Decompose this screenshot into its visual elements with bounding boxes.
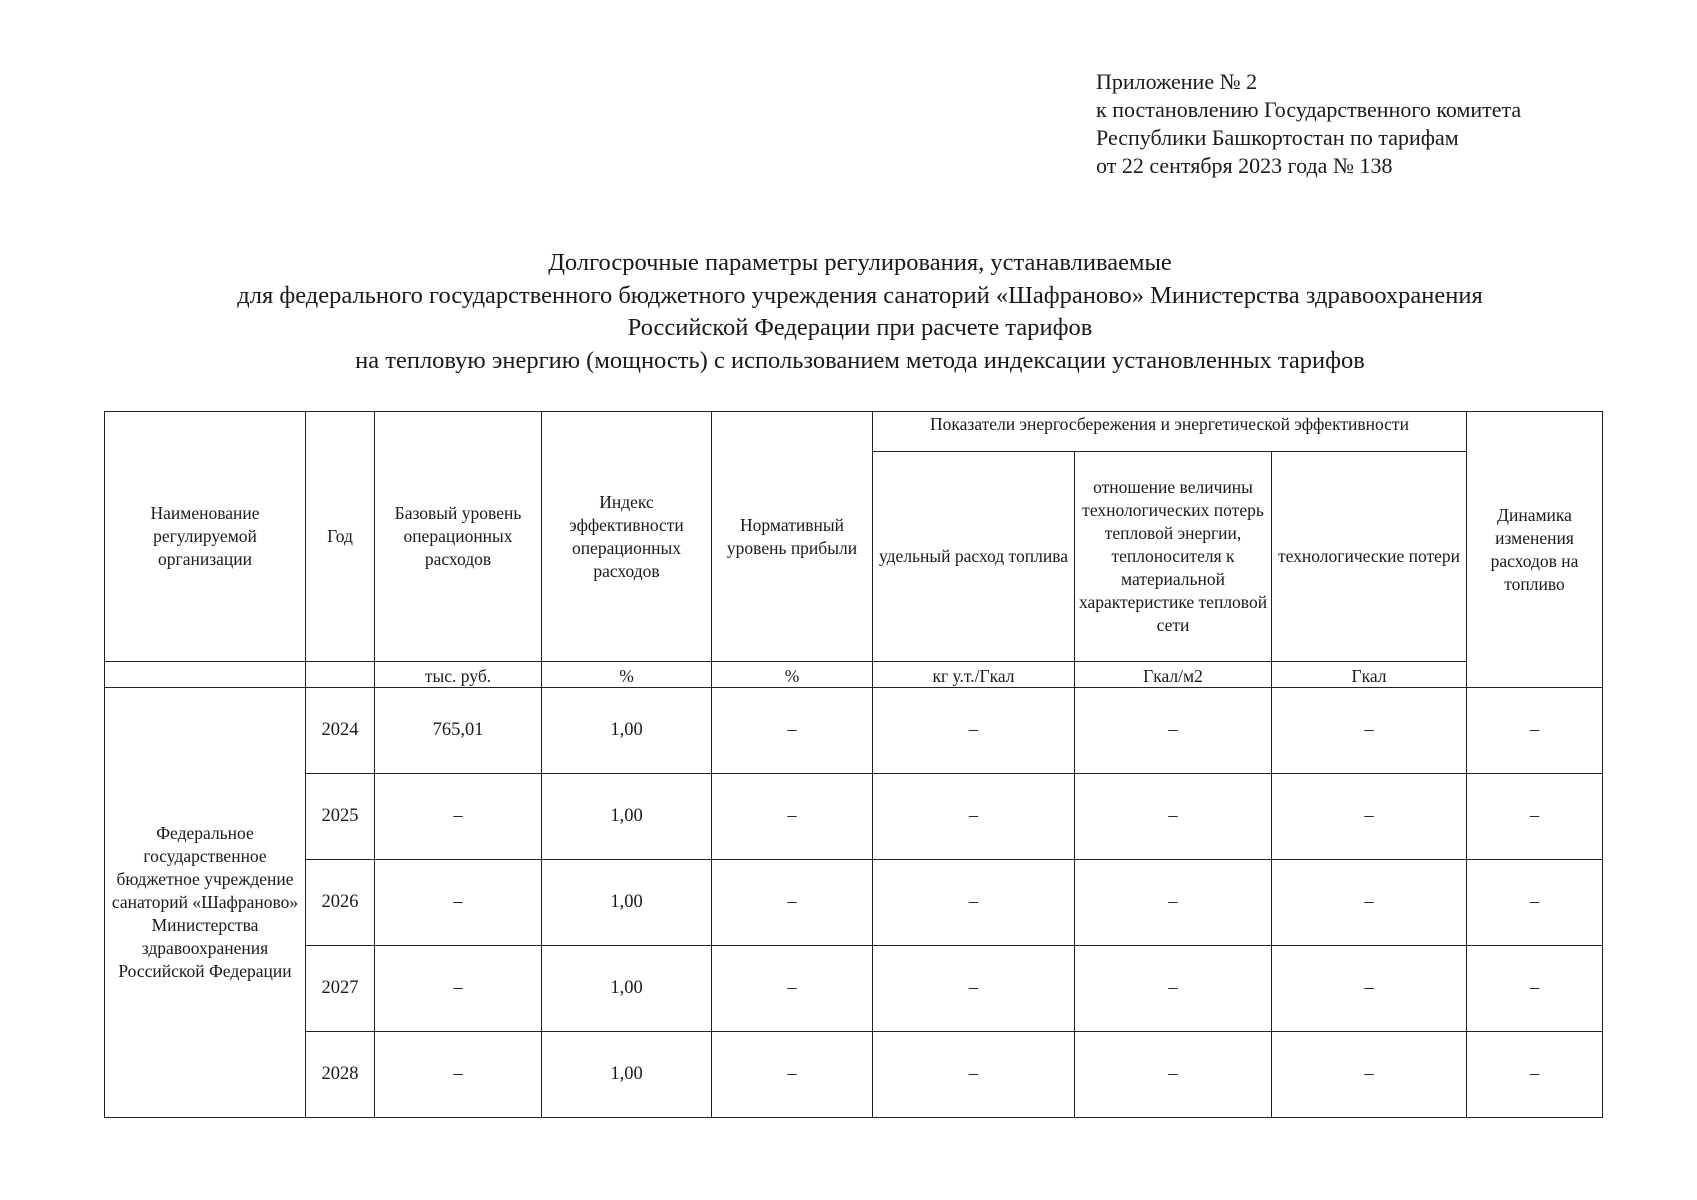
header-loss-ratio: отношение величины технологических потерь тепловой энергии, теплоносителя к материальной характеристике тепловой сети xyxy=(1075,452,1272,662)
cell-fuel-rate: – xyxy=(873,688,1075,774)
cell-year: 2025 xyxy=(306,774,375,860)
header-efficiency-index: Индекс эффективности операционных расходов xyxy=(542,412,712,662)
cell-base-level: 765,01 xyxy=(375,688,542,774)
appendix-line: от 22 сентября 2023 года № 138 xyxy=(1096,153,1393,178)
cell-profit-level: – xyxy=(712,688,873,774)
cell-base-level: – xyxy=(375,946,542,1032)
appendix-line: к постановлению Государственного комитета xyxy=(1096,97,1522,122)
cell-fuel-dynamics: – xyxy=(1467,946,1603,1032)
units-row xyxy=(105,662,1603,688)
cell-profit-level: – xyxy=(712,1032,873,1118)
cell-year: 2026 xyxy=(306,860,375,946)
cell-efficiency-index: 1,00 xyxy=(542,688,712,774)
table-row xyxy=(105,774,1603,860)
cell-fuel-dynamics: – xyxy=(1467,1032,1603,1118)
appendix-line: Приложение № 2 xyxy=(1096,69,1258,94)
table-row xyxy=(105,860,1603,946)
cell-fuel-rate: – xyxy=(873,860,1075,946)
unit-profit-level: % xyxy=(712,662,873,688)
table-row xyxy=(105,1032,1603,1118)
cell-fuel-dynamics: – xyxy=(1467,860,1603,946)
cell-tech-losses: – xyxy=(1272,774,1467,860)
table-row xyxy=(105,688,1603,774)
unit-tech-losses: Гкал xyxy=(1272,662,1467,688)
header-tech-losses: технологические потери xyxy=(1272,452,1467,662)
organization-name: Федеральное государственное бюджетное учреждение санаторий «Шафраново» Министерства здравоохранения Российской Федерации xyxy=(105,688,306,1118)
cell-base-level: – xyxy=(375,1032,542,1118)
cell-loss-ratio: – xyxy=(1075,774,1272,860)
parameters-table xyxy=(104,411,1603,1118)
cell-base-level: – xyxy=(375,860,542,946)
cell-fuel-rate: – xyxy=(873,946,1075,1032)
cell-tech-losses: – xyxy=(1272,688,1467,774)
cell-loss-ratio: – xyxy=(1075,860,1272,946)
unit-loss-ratio: Гкал/м2 xyxy=(1075,662,1272,688)
unit-empty xyxy=(306,662,375,688)
cell-base-level: – xyxy=(375,774,542,860)
cell-profit-level: – xyxy=(712,946,873,1032)
title-line: на тепловую энергию (мощность) с использованием метода индексации установленных тарифов xyxy=(355,346,1365,374)
cell-year: 2027 xyxy=(306,946,375,1032)
unit-base-level: тыс. руб. xyxy=(375,662,542,688)
cell-efficiency-index: 1,00 xyxy=(542,860,712,946)
title-line: для федерального государственного бюджетного учреждения санаторий «Шафраново» Министерства здравоохранения xyxy=(237,281,1483,309)
cell-profit-level: – xyxy=(712,774,873,860)
header-energy-group: Показатели энергосбережения и энергетической эффективности xyxy=(873,412,1467,452)
cell-loss-ratio: – xyxy=(1075,1032,1272,1118)
unit-fuel-rate: кг у.т./Гкал xyxy=(873,662,1075,688)
cell-loss-ratio: – xyxy=(1075,946,1272,1032)
title-line: Российской Федерации при расчете тарифов xyxy=(627,314,1093,341)
header-fuel-rate: удельный расход топлива xyxy=(873,452,1075,662)
header-row xyxy=(105,412,1603,452)
header-base-level: Базовый уровень операционных расходов xyxy=(375,412,542,662)
cell-year: 2024 xyxy=(306,688,375,774)
header-profit-level: Нормативный уровень прибыли xyxy=(712,412,873,662)
cell-loss-ratio: – xyxy=(1075,688,1272,774)
unit-efficiency-index: % xyxy=(542,662,712,688)
table-row xyxy=(105,946,1603,1032)
cell-fuel-dynamics: – xyxy=(1467,774,1603,860)
cell-fuel-rate: – xyxy=(873,1032,1075,1118)
document-title xyxy=(100,247,1620,377)
cell-tech-losses: – xyxy=(1272,946,1467,1032)
appendix-block xyxy=(1096,68,1521,180)
title-line: Долгосрочные параметры регулирования, устанавливаемые xyxy=(548,249,1172,276)
appendix-line: Республики Башкортостан по тарифам xyxy=(1096,125,1459,150)
cell-fuel-rate: – xyxy=(873,774,1075,860)
cell-profit-level: – xyxy=(712,860,873,946)
cell-efficiency-index: 1,00 xyxy=(542,1032,712,1118)
header-org: Наименование регулируемой организации xyxy=(105,412,306,662)
cell-year: 2028 xyxy=(306,1032,375,1118)
cell-fuel-dynamics: – xyxy=(1467,688,1603,774)
header-fuel-dynamics: Динамика изменения расходов на топливо xyxy=(1467,412,1603,688)
unit-empty xyxy=(105,662,306,688)
cell-tech-losses: – xyxy=(1272,860,1467,946)
cell-tech-losses: – xyxy=(1272,1032,1467,1118)
header-year: Год xyxy=(306,412,375,662)
cell-efficiency-index: 1,00 xyxy=(542,946,712,1032)
cell-efficiency-index: 1,00 xyxy=(542,774,712,860)
